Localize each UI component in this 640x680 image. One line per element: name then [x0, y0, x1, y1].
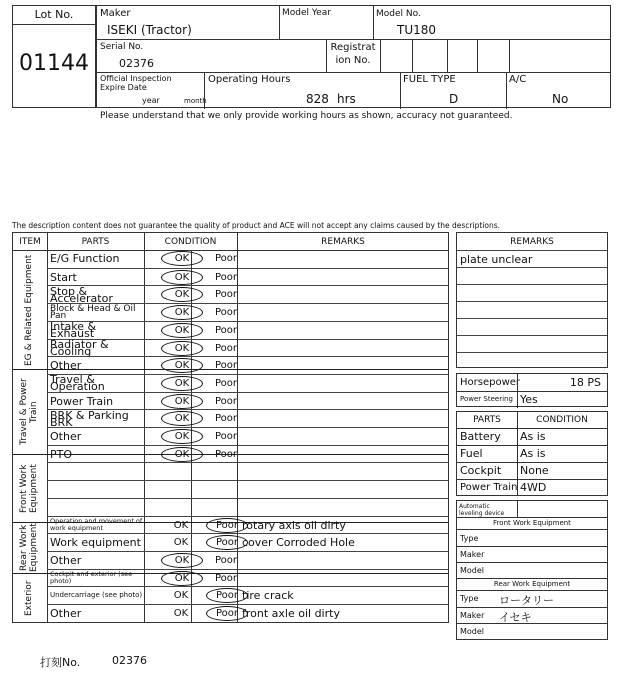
table-row	[47, 516, 448, 534]
poor-mark: Poor	[206, 588, 248, 603]
col-item-header: ITEM	[19, 237, 41, 247]
horsepower-label: Horsepower	[460, 377, 521, 388]
table-row	[47, 462, 448, 480]
serial-label: Serial No.	[100, 42, 144, 52]
table-row	[47, 303, 448, 321]
month-label: month	[184, 97, 207, 105]
stamp-value: 02376	[112, 654, 147, 667]
part-label: Stop & Accelerator	[50, 284, 113, 305]
model-no-value: TU180	[397, 23, 437, 37]
part-label: BRK & Parking BRK	[50, 408, 129, 429]
hours-label: Operating Hours	[208, 74, 291, 85]
remark-text: cover Corroded Hole	[242, 536, 355, 550]
part-label: Work equipment	[50, 536, 141, 550]
ok-mark: OK	[161, 341, 203, 356]
part-label: Block & Head & Oil Pan	[50, 303, 136, 321]
table-row	[47, 604, 448, 622]
poor-mark: Poor	[206, 518, 248, 533]
cockpit-label: Cockpit	[460, 464, 502, 477]
ok-mark: OK	[161, 376, 203, 391]
poor-mark: Poor	[214, 377, 238, 389]
lot-number: 01144	[19, 51, 89, 76]
ok-mark: OK	[173, 519, 189, 531]
group-eg: EG & Related Equipment	[24, 254, 35, 366]
rear-maker-label: Maker	[460, 611, 485, 620]
serial-value: 02376	[119, 57, 154, 70]
condition-table	[12, 232, 449, 623]
front-work-header: Front Work Equipment	[493, 519, 571, 527]
table-row	[47, 392, 448, 410]
condition-rows	[47, 250, 448, 622]
part-label: Other	[50, 359, 82, 373]
inspection-label: Official Inspection Expire Date	[100, 74, 172, 92]
fuel-label: Fuel	[460, 447, 483, 460]
battery-label: Battery	[460, 430, 501, 443]
part-label: Operation and movement of work equipment	[50, 517, 143, 532]
fuel-type-label: FUEL TYPE	[403, 74, 456, 85]
table-row	[47, 250, 448, 267]
part-label: E/G Function	[50, 252, 120, 265]
parts-condition-box	[456, 411, 608, 496]
maker-label: Maker	[100, 8, 131, 19]
part-label: Undercarriage (see photo)	[50, 591, 143, 600]
table-row	[47, 480, 448, 498]
part-label	[50, 499, 143, 516]
col-remarks-header: REMARKS	[321, 237, 365, 247]
col-parts-header: PARTS	[81, 237, 110, 247]
ok-mark: OK	[161, 447, 203, 462]
fuel-value: As is	[520, 447, 546, 460]
year-label: year	[142, 96, 160, 105]
col-condition-header: CONDITION	[164, 237, 217, 247]
ac-value: No	[552, 92, 569, 106]
poor-mark: Poor	[214, 572, 238, 584]
ok-mark: OK	[173, 537, 189, 549]
remark-text: tire crack	[242, 589, 294, 603]
poor-mark: Poor	[214, 413, 238, 425]
table-row	[47, 268, 448, 286]
part-label: Other	[50, 430, 82, 443]
ac-label: A/C	[509, 74, 527, 85]
parts-header: PARTS	[473, 415, 501, 425]
ok-mark: OK	[161, 251, 203, 266]
rear-model-label: Model	[460, 627, 485, 636]
part-label: Cockpit and exterior (see photo)	[50, 570, 133, 586]
right-remark-1: plate unclear	[460, 253, 533, 266]
poor-mark: Poor	[214, 448, 238, 460]
ok-mark: OK	[161, 323, 203, 338]
table-row	[47, 285, 448, 303]
ok-mark: OK	[173, 608, 189, 619]
table-row	[47, 586, 448, 604]
remark-text: rotary axis oil dirty	[242, 518, 346, 532]
part-label	[50, 481, 143, 498]
table-row	[47, 498, 448, 516]
part-label: Start	[50, 270, 77, 284]
power-steering-label: Power Steering	[460, 395, 513, 403]
ok-mark: OK	[161, 358, 203, 373]
registration-label: Registrat ion No.	[330, 42, 376, 66]
lot-box	[12, 5, 96, 108]
ok-mark: OK	[161, 411, 203, 426]
right-remarks-header: REMARKS	[510, 237, 554, 247]
table-row	[47, 533, 448, 551]
rear-work-header: Rear Work Equipment	[493, 580, 571, 588]
stamp-label: 打刻No.	[40, 656, 81, 669]
ok-mark: OK	[161, 305, 203, 320]
front-maker-label: Maker	[460, 550, 485, 559]
maker-value: ISEKI (Tractor)	[107, 23, 192, 37]
front-model-label: Model	[460, 566, 485, 575]
description-notice: The description content does not guarantee the quality of product and ACE will not accept any claims caused by the descriptions.	[12, 221, 501, 230]
part-label: Travel & Operation	[50, 373, 105, 394]
auto-level-label: Automatic leveling device	[459, 503, 505, 517]
table-row	[47, 445, 448, 463]
poor-mark: Poor	[214, 271, 238, 283]
part-label: Other	[50, 607, 82, 620]
poor-mark: Poor	[206, 606, 248, 621]
poor-mark: Poor	[214, 324, 238, 336]
model-year-label: Model Year	[282, 8, 331, 18]
remark-text: front axle oil dirty	[242, 607, 340, 620]
part-label: Intake & Exhaust	[50, 320, 97, 341]
table-row	[47, 356, 448, 374]
poor-mark: Poor	[214, 253, 238, 264]
hours-value: 828	[306, 92, 329, 106]
part-label: Other	[50, 553, 82, 567]
table-row	[47, 569, 448, 587]
poor-mark: Poor	[214, 342, 238, 354]
group-exterior: Exterior	[24, 580, 35, 616]
ok-mark: OK	[161, 394, 203, 409]
ok-mark: OK	[161, 571, 203, 586]
model-no-label: Model No.	[376, 9, 421, 19]
part-label: Radiator & Cooling	[50, 338, 109, 358]
work-equipment-box	[456, 500, 608, 640]
power-train-label: Power Train	[460, 482, 518, 493]
battery-value: As is	[520, 430, 546, 443]
spec-box	[456, 373, 608, 407]
fuel-type-value: D	[449, 92, 459, 106]
ok-mark: OK	[173, 590, 189, 602]
lot-label: Lot No.	[34, 8, 74, 21]
hours-notice: Please understand that we only provide working hours as shown, accuracy not guaranteed.	[100, 111, 513, 121]
table-row	[47, 339, 448, 357]
hours-unit: hrs	[337, 92, 356, 106]
rear-type-label: Type	[460, 594, 479, 603]
table-row	[47, 551, 448, 569]
poor-mark: Poor	[206, 535, 248, 550]
condition-header: CONDITION	[536, 415, 588, 425]
ok-mark: OK	[161, 429, 203, 444]
rear-type-value: ロータリー	[499, 594, 554, 607]
poor-mark: Poor	[214, 360, 238, 372]
poor-mark: Poor	[214, 554, 238, 566]
poor-mark: Poor	[214, 395, 238, 407]
group-rear: Rear Work Equipment	[19, 523, 39, 573]
right-remarks-box	[456, 232, 608, 368]
table-row	[47, 427, 448, 445]
power-train-value: 4WD	[520, 481, 547, 494]
group-front: Front Work Equipment	[19, 464, 39, 513]
ok-mark: OK	[161, 553, 203, 568]
poor-mark: Poor	[214, 431, 238, 442]
cockpit-value: None	[520, 464, 549, 477]
ok-mark: OK	[161, 270, 203, 285]
ok-mark: OK	[161, 287, 203, 302]
table-row	[47, 409, 448, 427]
table-row	[47, 321, 448, 339]
table-row	[47, 374, 448, 392]
poor-mark: Poor	[214, 289, 238, 301]
part-label	[50, 463, 143, 480]
vehicle-info-box	[96, 5, 611, 108]
rear-maker-value: イセキ	[499, 611, 532, 624]
horsepower-value: 18 PS	[569, 376, 601, 389]
part-label: Power Train	[50, 394, 114, 408]
group-travel: Travel & Power Train	[19, 378, 39, 446]
front-type-label: Type	[460, 534, 479, 543]
part-label: PTO	[50, 447, 73, 461]
poor-mark: Poor	[214, 307, 238, 319]
power-steering-value: Yes	[520, 393, 538, 406]
